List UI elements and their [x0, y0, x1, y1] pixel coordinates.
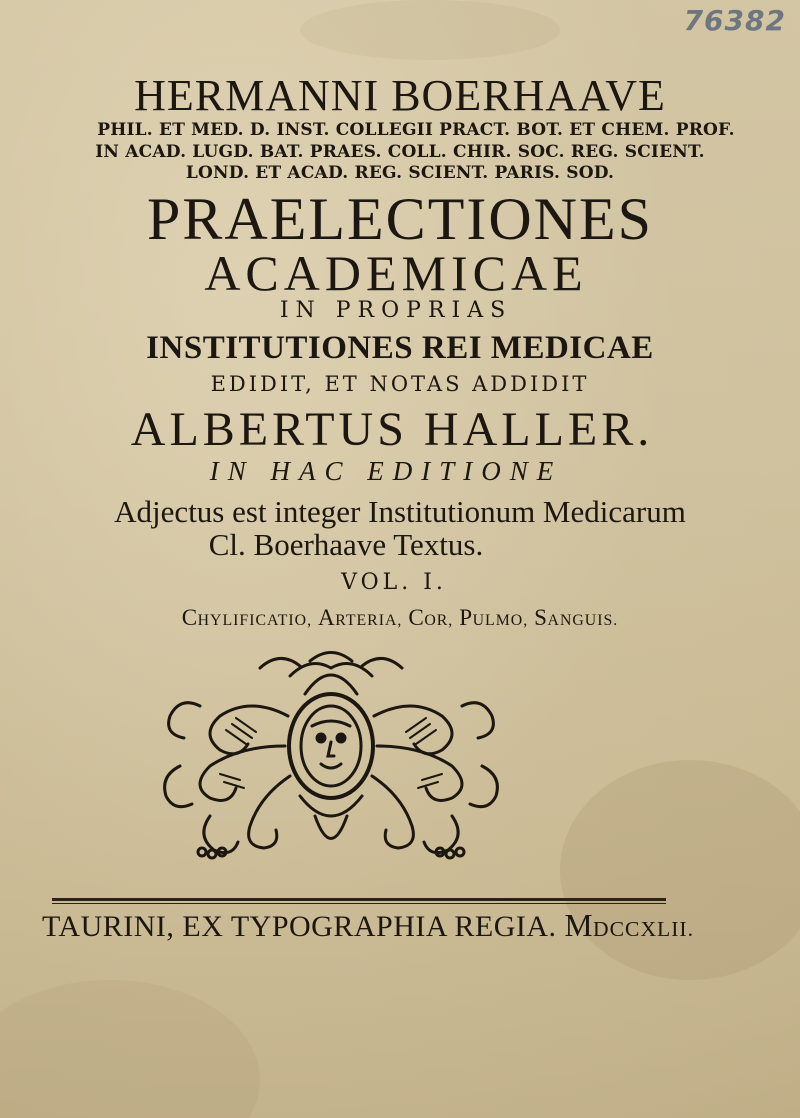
contents-item-1: CHYLIFICATIO, [181, 604, 313, 630]
contents-item-2: ARTERIA, [318, 604, 403, 630]
author-name: HERMANNI BOERHAAVE [134, 71, 666, 120]
main-title-line-1: PRAELECTIONES [147, 186, 653, 252]
volume-contents [0, 604, 800, 631]
imprint-place-printer: TAURINI, EX TYPOGRAPHIA REGIA. [41, 910, 557, 943]
main-title-line-2: ACADEMICAE [204, 245, 588, 301]
editor-statement: EDIDIT, ET NOTAS ADDIDIT [210, 372, 590, 396]
imprint-rule-thick [52, 898, 666, 901]
author-credentials-line-2: IN ACAD. LUGD. BAT. PRAES. COLL. CHIR. SOC. REG. SCIENT. [95, 142, 705, 162]
addition-note-line-2: Cl. Boerhaave Textus. [208, 527, 484, 562]
subtitle-in-proprias: IN PROPRIAS [279, 298, 513, 323]
imprint-rule-thin [52, 903, 666, 904]
shelfmark: 76382 [683, 4, 786, 37]
editor-name: ALBERTUS HALLER. [130, 403, 654, 456]
contents-item-3: COR, [408, 604, 454, 630]
imprint-year: MDCCXLII. [564, 908, 695, 943]
volume-number: VOL. I. [341, 570, 447, 595]
contents-item-5: SANGUIS. [534, 604, 619, 630]
imprint [0, 908, 768, 944]
author-credentials-line-3: LOND. ET ACAD. REG. SCIENT. PARIS. SOD. [185, 163, 615, 183]
author-credentials-line-1: PHIL. ET MED. D. INST. COLLEGII PRACT. BOT. ET CHEM. PROF. [97, 120, 735, 140]
contents-item-4: PULMO, [459, 604, 529, 630]
woodcut-mask-ornament-icon [140, 646, 522, 866]
edition-statement: IN HAC EDITIONE [209, 456, 563, 486]
addition-note-line-1: Adjectus est integer Institutionum Medicarum [114, 494, 686, 529]
subtitle-institutiones: INSTITUTIONES REI MEDICAE [146, 330, 654, 366]
